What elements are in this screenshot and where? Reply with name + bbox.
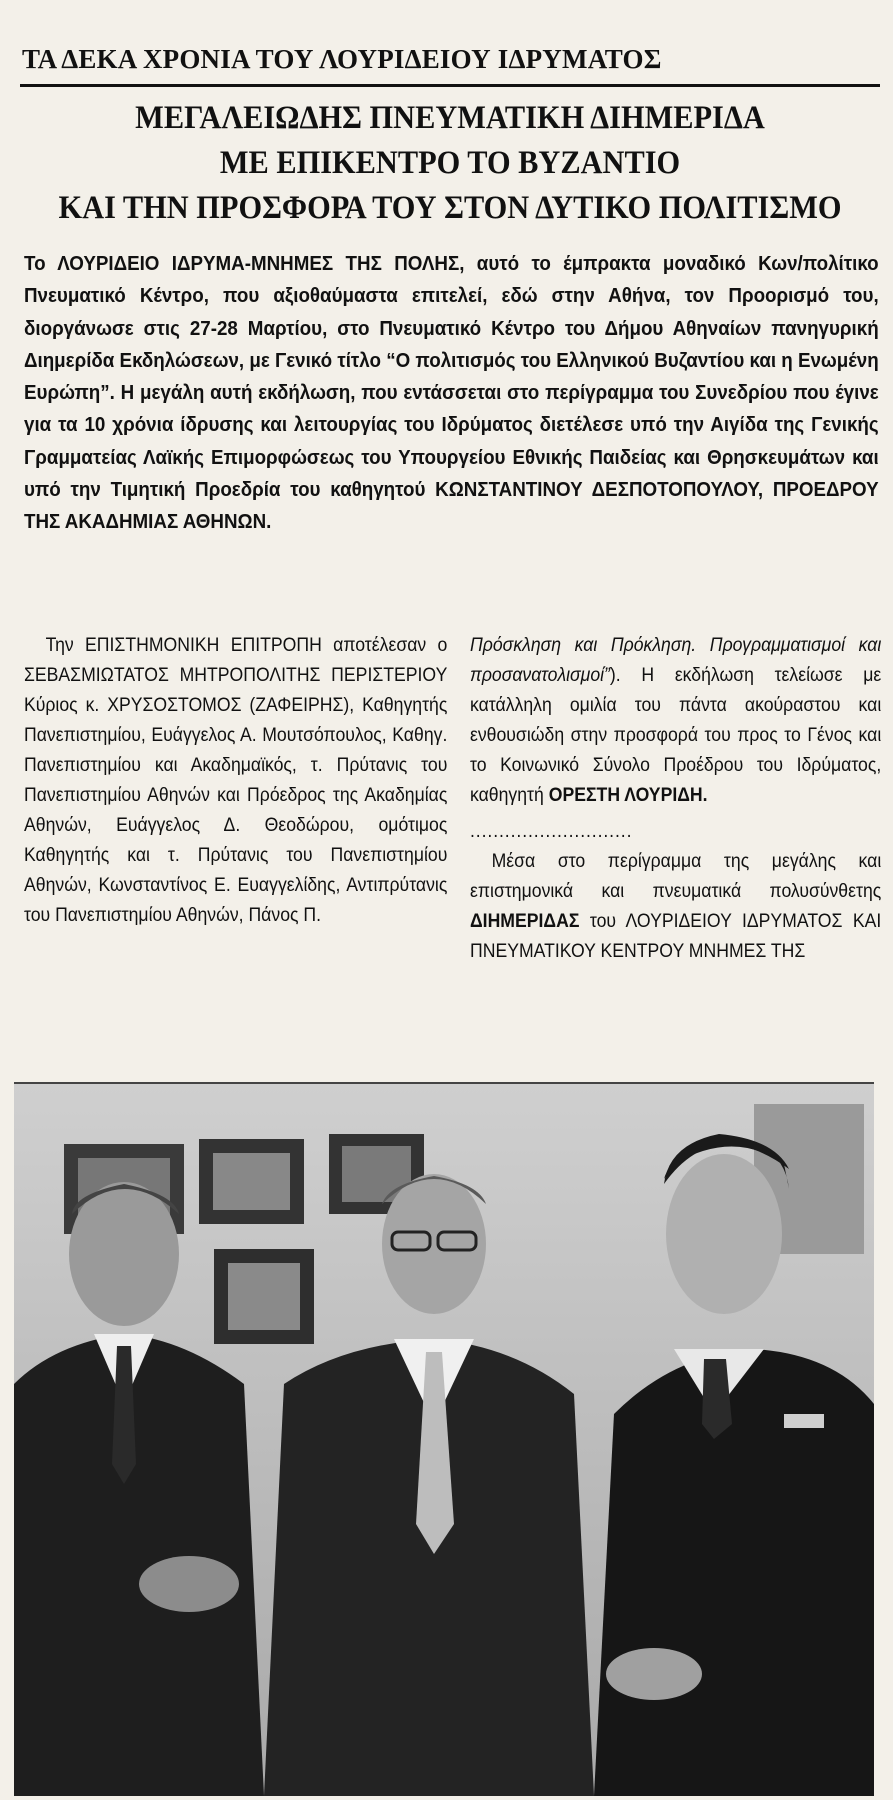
president-name: ΟΡΕΣΤΗ ΛΟΥΡΙΔΗ. xyxy=(548,784,708,806)
closing-text: Η εκδήλωση τελείωσε με κατάλληλη ομιλία του πάντα ακούραστου και ενθουσιώδη στην προσφορά του προς το Γένος και το Κοινωνικό Σύνολο Προέδρου του Ιδρύματος, καθηγητή xyxy=(470,664,882,806)
right-column-inner xyxy=(470,630,881,966)
program-title-italic: Πρόσκληση και Πρόκληση. Προγραμματισμοί και προσανατολισμοί” xyxy=(470,634,882,686)
headline-line-2: ΜΕ ΕΠΙΚΕΝΤΡΟ ΤΟ ΒΥΖΑΝΤΙΟ xyxy=(219,145,681,181)
lead-text-start: Το xyxy=(24,253,58,275)
headline-line-1: ΜΕΓΑΛΕΙΩΔΗΣ ΠΝΕΥΜΑΤΙΚΗ ΔΙΗΜΕΡΙΔΑ xyxy=(135,100,765,136)
left-column xyxy=(24,630,448,930)
kicker-title: ΤΑ ΔΕΚΑ ΧΡΟΝΙΑ ΤΟΥ ΛΟΥΡΙΔΕΙΟΥ ΙΔΡΥΜΑΤΟΣ xyxy=(22,44,662,74)
headline xyxy=(54,96,845,231)
program-title-end: ). xyxy=(609,664,621,686)
person-middle-head xyxy=(382,1174,486,1314)
person-left xyxy=(14,1334,264,1796)
person-right-head xyxy=(666,1154,782,1314)
event-photo xyxy=(14,1082,874,1796)
headline-line-3: ΚΑΙ ΤΗΝ ΠΡΟΣΦΟΡΑ ΤΟΥ ΣΤΟΝ ΔΥΤΙΚΟ ΠΟΛΙΤΙΣΜΟ xyxy=(58,190,842,226)
lead-paragraph xyxy=(24,248,879,539)
second-paragraph-end: του ΛΟΥΡΙΔΕΙΟΥ ΙΔΡΥΜΑΤΟΣ ΚΑΙ ΠΝΕΥΜΑΤΙΚΟΥ ΚΕΝΤΡΟΥ ΜΝΗΜΕΣ ΤΗΣ xyxy=(470,910,882,962)
left-column-text: Την ΕΠΙΣΤΗΜΟΝΙΚΗ ΕΠΙΤΡΟΠΗ αποτέλεσαν ο ΣΕΒΑΣΜΙΩΤΑΤΟΣ ΜΗΤΡΟΠΟΛΙΤΗΣ ΠΕΡΙΣΤΕΡΙΟΥ Κύριος κ. ΧΡΥΣΟΣΤΟΜΟΣ (ΖΑΦΕΙΡΗΣ), Καθηγητής Πανεπιστημίου, Ευάγγελος Α. Μουτσόπουλος, Καθηγ. Πανεπιστημίου και Ακαδημαϊκός, τ. Πρύτανις του Πανεπιστημίου Αθηνών και Πρόεδρος της Ακαδημίας Αθηνών, Ευάγγελος Δ. Θεοδώρου, ομότιμος Καθηγητής και τ. Πρύτανις του Πανεπιστημίου Αθηνών, Κωνσταντίνος Ε. Ευαγγελίδης, Αντιπρύτανις του Πανεπιστημίου Αθηνών, Πάνος Π. xyxy=(24,634,448,926)
kicker-rule xyxy=(20,84,880,87)
person-right xyxy=(594,1349,874,1796)
lead-org-name: ΛΟΥΡΙΔΕΙΟ ΙΔΡΥΜΑ-ΜΝΗΜΕΣ ΤΗΣ ΠΟΛΗΣ xyxy=(57,253,460,275)
lead-text-body: , αυτό το έμπρακτα μοναδικό Κων/πολίτικο Πνευματικό Κέντρο, που αξιοθαύμαστα επιτελεί, εδώ στην Αθήνα, τον Προορισμό του, διοργάνωσε στις 27-28 Μαρτίου, στο Πνευματικό Κέντρο του Δήμου Αθηναίων πανηγυρική Διημερίδα Εκδηλώσεων, με Γενικό τίτλο “Ο πολιτισμός του Ελληνικού Βυζαντίου και η Ενωμένη Ευρώπη”. Η μεγάλη αυτή εκδήλωση, που εντάσσεται στο περίγραμμα του Συνεδρίου που έγινε για τα 10 χρόνια ίδρυσης και λειτουργίας του Ιδρύματος διετέλεσε υπό την Αιγίδα της Γενικής Γραμματείας Λαϊκής Επιμορφώσεως του Υπουργείου Εθνικής Παιδείας και Θρησκευμάτων και υπό την Τιμητική Προεδρία του καθηγητού xyxy=(24,253,879,502)
second-paragraph-start: Μέσα στο περίγραμμα της μεγάλης και επιστημονικά και πνευματικά πολυσύνθετης xyxy=(470,850,882,902)
program-title-paragraph xyxy=(470,630,881,810)
photo-illustration xyxy=(14,1084,874,1796)
lead-honorary-president: ΚΩΝΣΤΑΝΤΙΝΟΥ ΔΕΣΠΟΤΟΠΟΥΛΟΥ, ΠΡΟΕΔΡΟΥ ΤΗΣ ΑΚΑΔΗΜΙΑΣ ΑΘΗΝΩΝ. xyxy=(24,479,879,534)
right-column xyxy=(470,630,882,966)
person-left-head xyxy=(69,1182,179,1326)
second-paragraph-bold: ΔΙΗΜΕΡΙΔΑΣ xyxy=(470,910,580,932)
second-paragraph xyxy=(470,846,881,966)
separator-dots: ............................ xyxy=(470,820,633,842)
